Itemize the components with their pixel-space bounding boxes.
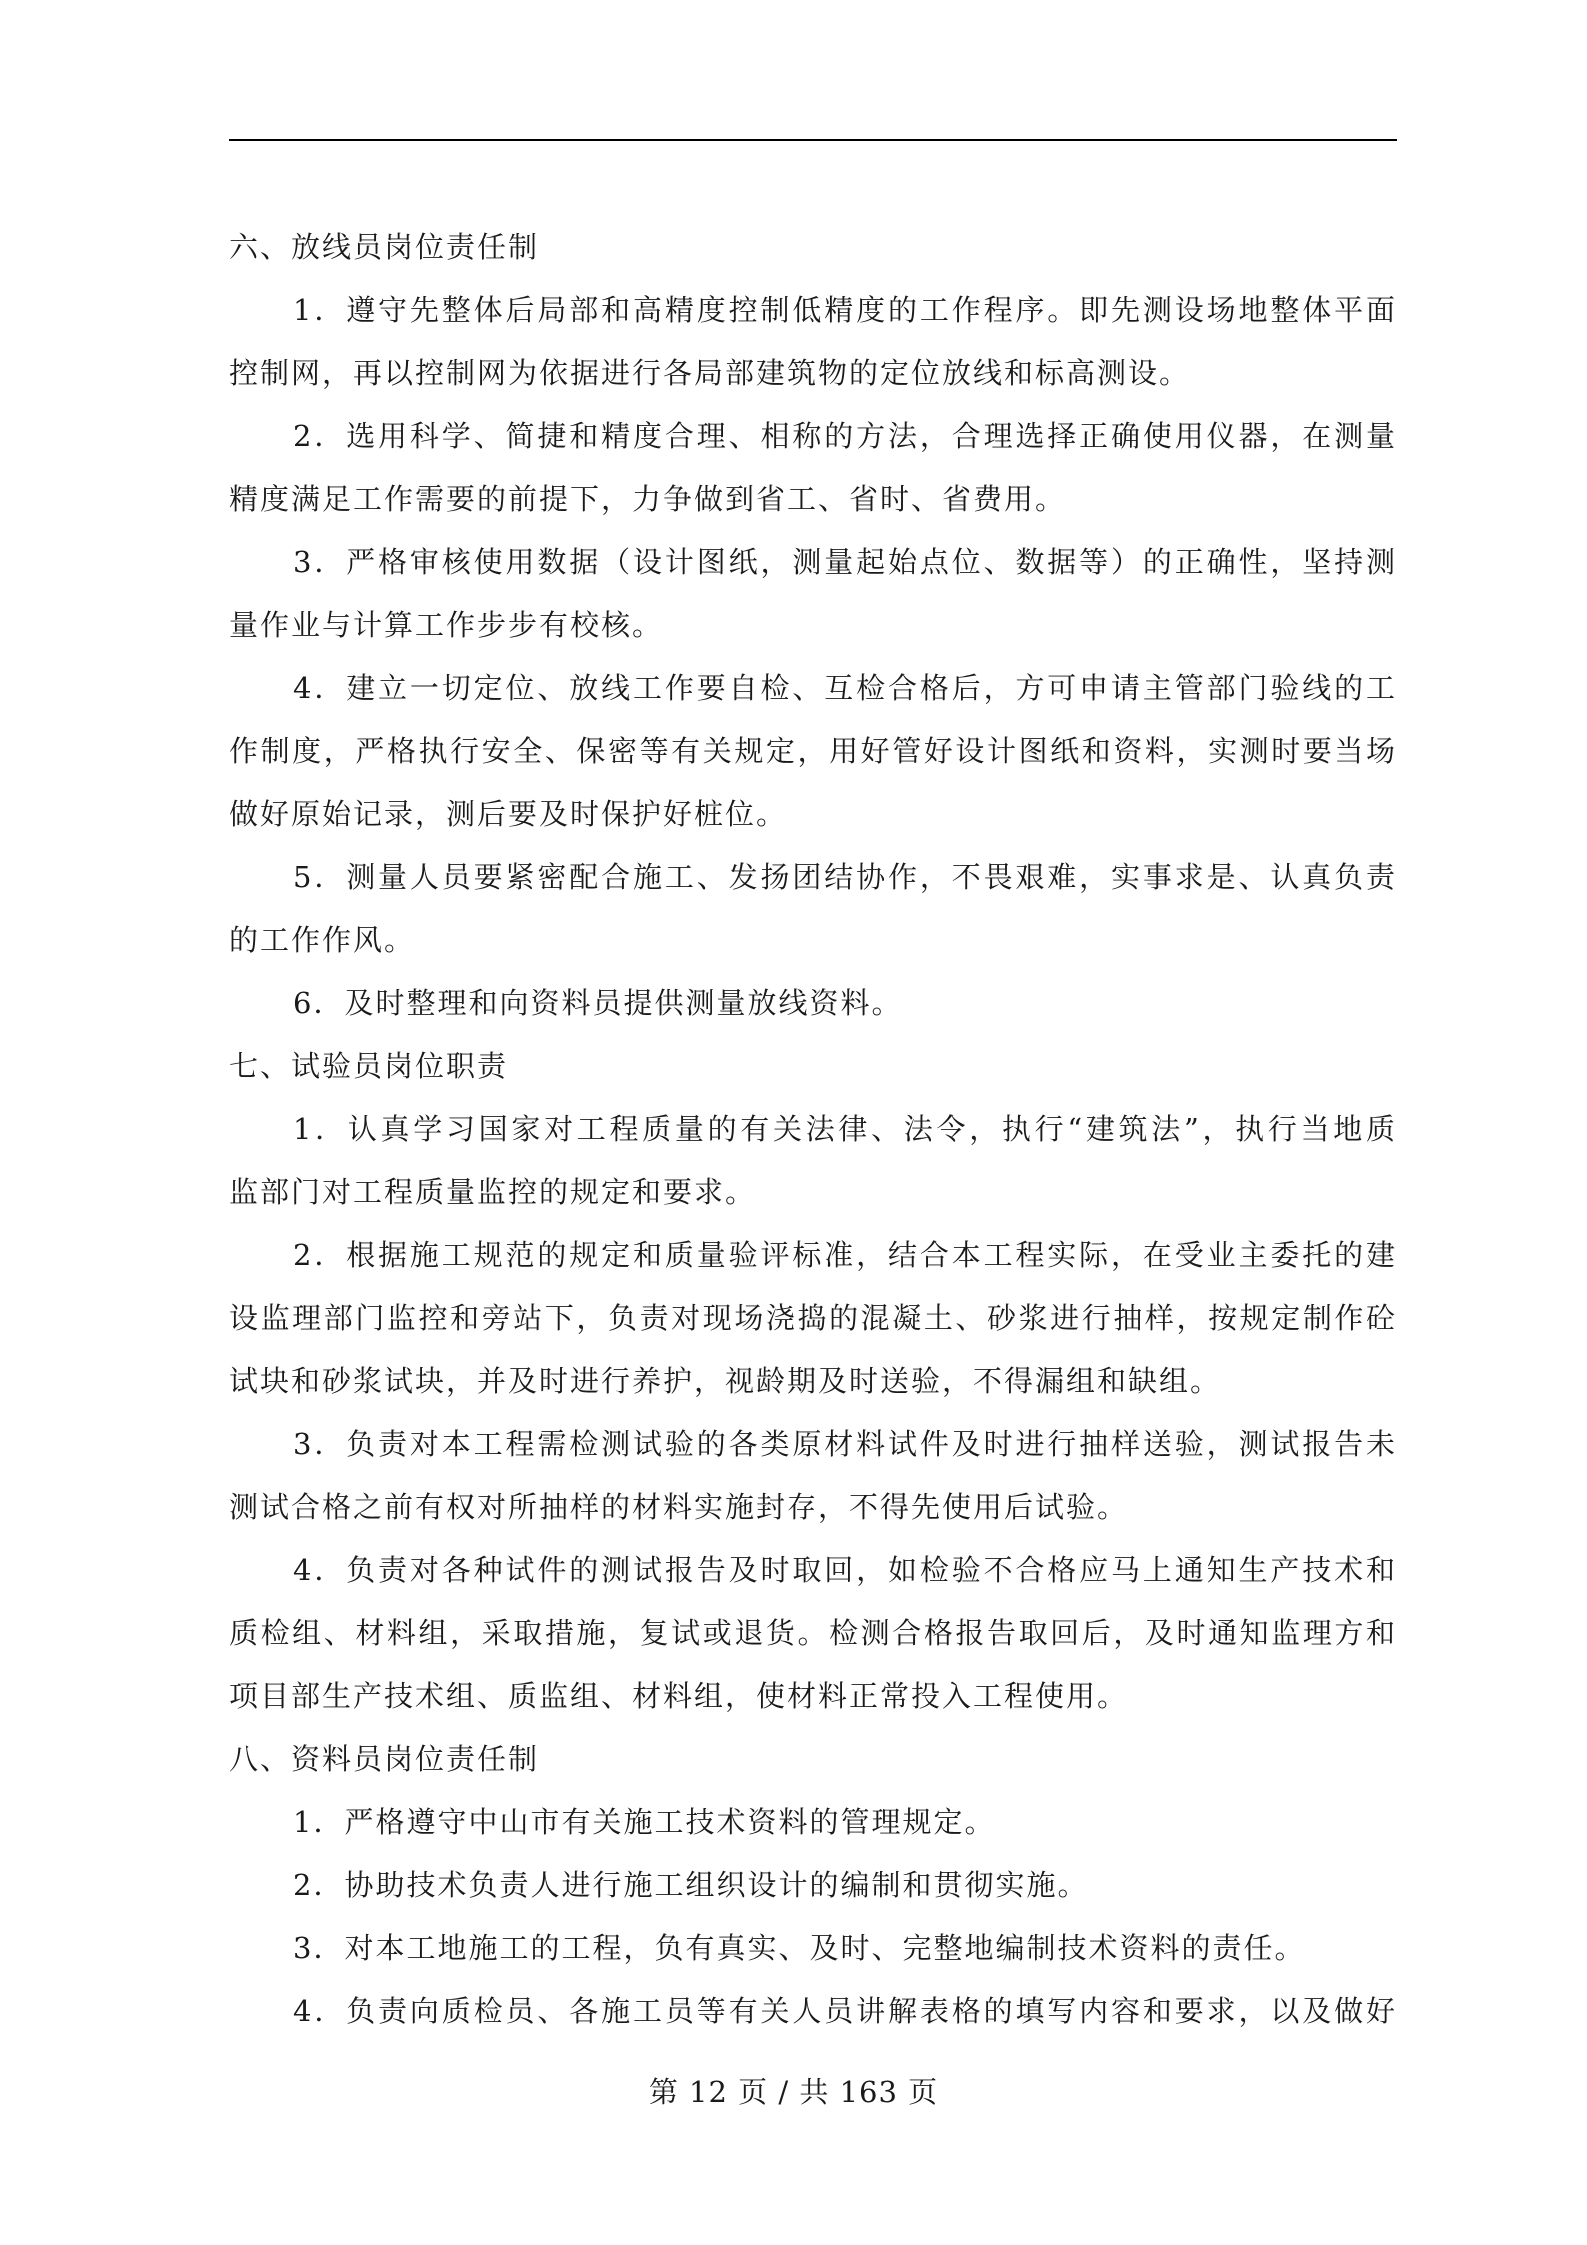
paragraph-line: 测试合格之前有权对所抽样的材料实施封存，不得先使用后试验。 <box>229 1490 1129 1524</box>
section-heading: 八、资料员岗位责任制 <box>229 1742 540 1776</box>
paragraph-line: 项目部生产技术组、质监组、材料组，使材料正常投入工程使用。 <box>229 1679 1129 1713</box>
paragraph-line: 3．负责对本工程需检测试验的各类原材料试件及时进行抽样送验，测试报告未 <box>293 1427 1397 1461</box>
paragraph-line: 作制度，严格执行安全、保密等有关规定，用好管好设计图纸和资料，实测时要当场 <box>229 734 1397 768</box>
paragraph-line: 3．严格审核使用数据（设计图纸，测量起始点位、数据等）的正确性，坚持测 <box>293 545 1397 579</box>
paragraph-line: 质检组、材料组，采取措施，复试或退货。检测合格报告取回后，及时通知监理方和 <box>229 1616 1397 1650</box>
paragraph-line: 做好原始记录，测后要及时保护好桩位。 <box>229 797 788 831</box>
paragraph-line: 量作业与计算工作步步有校核。 <box>229 608 664 642</box>
paragraph-line: 2．根据施工规范的规定和质量验评标准，结合本工程实际，在受业主委托的建 <box>293 1238 1397 1272</box>
paragraph-line: 精度满足工作需要的前提下，力争做到省工、省时、省费用。 <box>229 482 1067 516</box>
paragraph-line: 1．严格遵守中山市有关施工技术资料的管理规定。 <box>293 1805 996 1839</box>
paragraph-line: 监部门对工程质量监控的规定和要求。 <box>229 1175 757 1209</box>
paragraph-line: 6．及时整理和向资料员提供测量放线资料。 <box>293 986 903 1020</box>
paragraph-line: 试块和砂浆试块，并及时进行养护，视龄期及时送验，不得漏组和缺组。 <box>229 1364 1222 1398</box>
paragraph-line: 设监理部门监控和旁站下，负责对现场浇捣的混凝土、砂浆进行抽样，按规定制作砼 <box>229 1301 1397 1335</box>
section-heading: 六、放线员岗位责任制 <box>229 230 540 264</box>
paragraph-line: 2．协助技术负责人进行施工组织设计的编制和贯彻实施。 <box>293 1868 1089 1902</box>
section-heading: 七、试验员岗位职责 <box>229 1049 509 1083</box>
document-body <box>229 216 1397 2043</box>
paragraph-line: 1．遵守先整体后局部和高精度控制低精度的工作程序。即先测设场地整体平面 <box>293 293 1397 327</box>
paragraph-line: 4．负责对各种试件的测试报告及时取回，如检验不合格应马上通知生产技术和 <box>293 1553 1397 1587</box>
paragraph-line: 1．认真学习国家对工程质量的有关法律、法令，执行“建筑法”，执行当地质 <box>293 1112 1397 1146</box>
header-rule <box>229 139 1397 141</box>
paragraph-line: 3．对本工地施工的工程，负有真实、及时、完整地编制技术资料的责任。 <box>293 1931 1306 1965</box>
paragraph-line: 5．测量人员要紧密配合施工、发扬团结协作，不畏艰难，实事求是、认真负责 <box>293 860 1397 894</box>
paragraph-line: 4．建立一切定位、放线工作要自检、互检合格后，方可申请主管部门验线的工 <box>293 671 1397 705</box>
paragraph-line: 控制网，再以控制网为依据进行各局部建筑物的定位放线和标高测设。 <box>229 356 1191 390</box>
paragraph-line: 4．负责向质检员、各施工员等有关人员讲解表格的填写内容和要求，以及做好 <box>293 1994 1397 2028</box>
page-number-footer: 第 12 页 / 共 163 页 <box>648 2075 939 2109</box>
paragraph-line: 的工作作风。 <box>229 923 416 957</box>
paragraph-line: 2．选用科学、简捷和精度合理、相称的方法，合理选择正确使用仪器，在测量 <box>293 419 1397 453</box>
